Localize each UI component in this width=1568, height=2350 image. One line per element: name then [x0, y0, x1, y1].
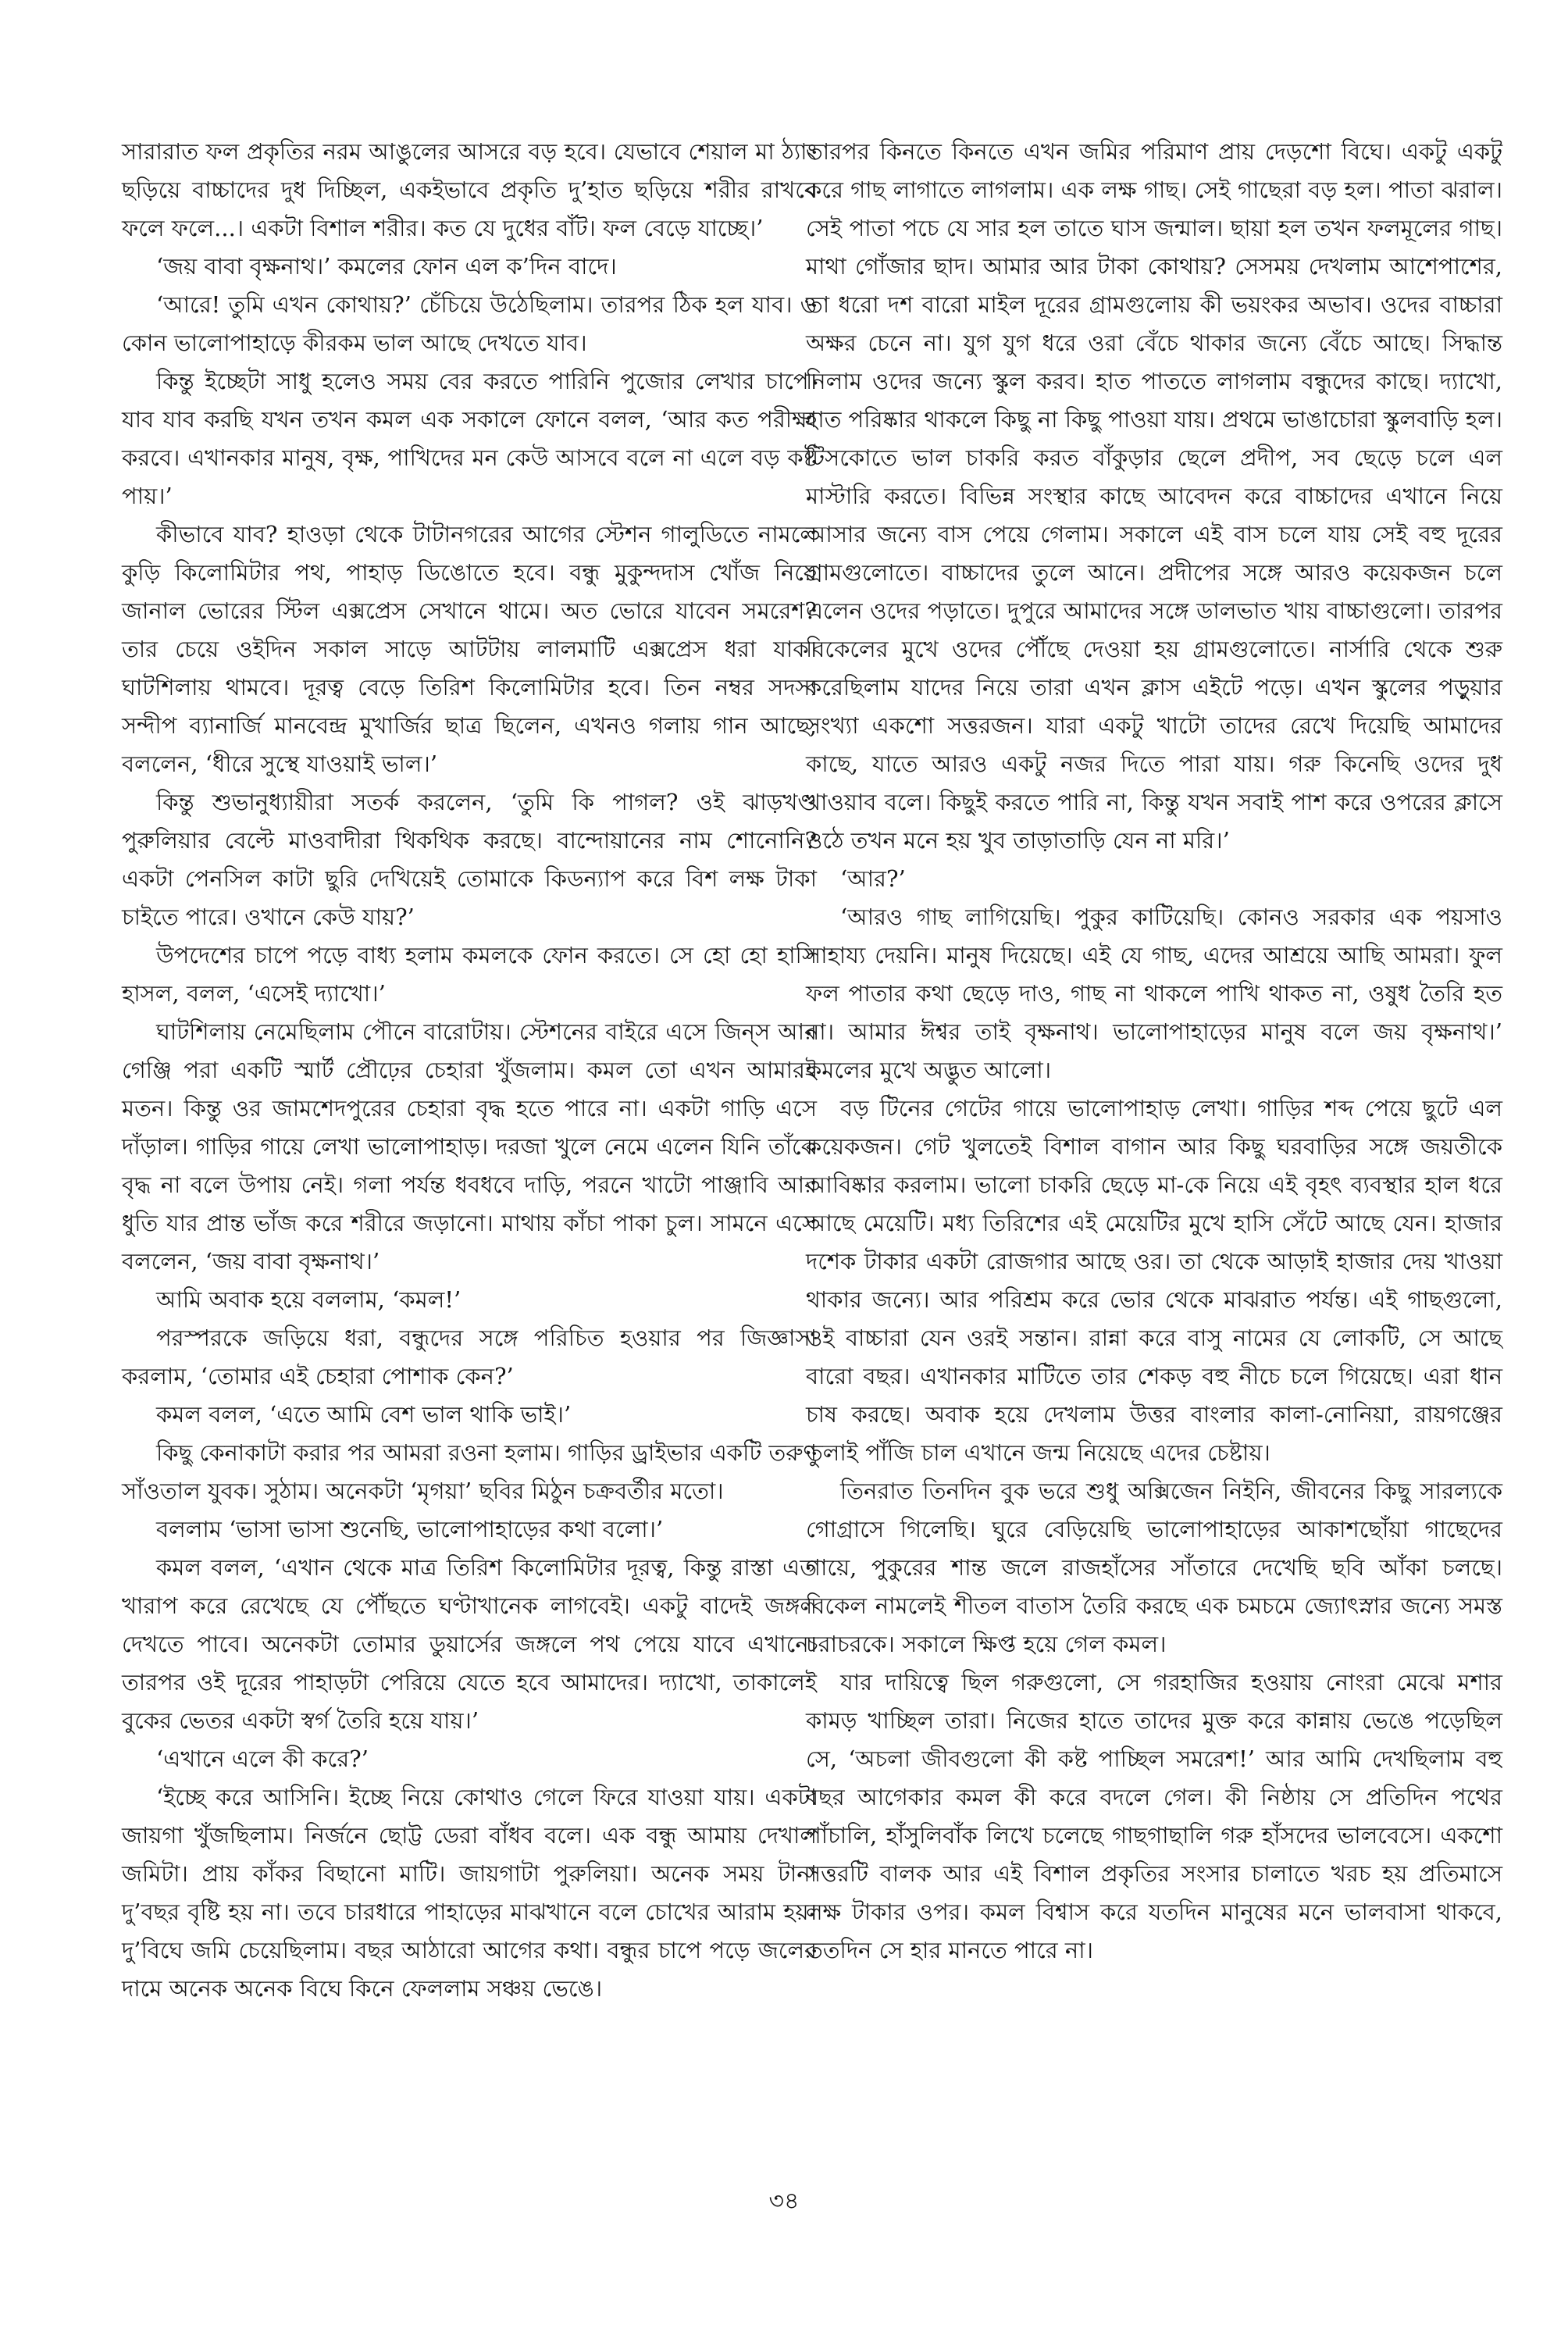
paragraph: যার দায়িত্বে ছিল গরুগুলো, সে গরহাজির হওয়ায় নোংরা মেঝে মশার কামড় খাচ্ছিল তারা। নিজের হাতে তাদের মুক্ত করে কান্নায় ভেঙে পড়েছিল সে, ‘অচলা জীবগুলো কী কষ্ট পাচ্ছিল সমরেশ!’ আর আমি দেখছিলাম বহু বছর আগেকার কমল কী করে বদলে গেল। কী নিষ্ঠায় সে প্রতিদিন পথের পাঁচালি, হাঁসুলিবাঁক লিখে চলেছে গাছগাছালি গরু হাঁসদের ভালবেসে। একশো সত্তরটি বালক আর এই বিশাল প্রকৃতির সংসার চালাতে খরচ হয় প্রতিমাসে লক্ষ টাকার ওপর। কমল বিশ্বাস করে যতদিন মানুষের মনে ভালবাসা থাকবে, ততদিন সে হার মানতে পারে না।: [806, 1669, 1502, 1963]
paragraph: কমল বলল, ‘এতে আমি বেশ ভাল থাকি ভাই।’: [156, 1401, 572, 1428]
paragraph: বললাম ‘ভাসা ভাসা শুনেছি, ভালোপাহাড়ের কথা বলো।’: [156, 1516, 664, 1542]
right-text-column: [806, 133, 1502, 1970]
paragraph: কীভাবে যাব? হাওড়া থেকে টাটানগরের আগের স্টেশন গালুডিতে নামলে কুড়ি কিলোমিটার পথ, পাহাড় ডিঙোতে হবে। বন্ধু মুকুন্দদাস খোঁজ নিয়ে জানাল ভোরের স্টিল এক্সপ্রেস সেখানে থামে। অত ভোরে যাবেন সমরেশ? তার চেয়ে ওইদিন সকাল সাড়ে আটটায় লালমাটি এক্সপ্রেস ধরা যাক। ঘাটশিলায় থামবে। দূরত্ব বেড়ে তিরিশ কিলোমিটার হবে। তিন নম্বর সদস্য সন্দীপ ব্যানার্জি মানবেন্দ্র মুখার্জির ছাত্র ছিলেন, এখনও গলায় গান আছে, বললেন, ‘ধীরে সুস্থে যাওয়াই ভাল।’: [122, 521, 817, 777]
paragraph: ঘাটশিলায় নেমেছিলাম পৌনে বারোটায়। স্টেশনের বাইরে এসে জিন্‌স আর গেঞ্জি পরা একটি স্মার্ট প্রৌঢ়ের চেহারা খুঁজলাম। কমল তো এখন আমারই মতন। কিন্তু ওর জামশেদপুরের চেহারা বৃদ্ধ হতে পারে না। একটা গাড়ি এসে দাঁড়াল। গাড়ির গায়ে লেখা ভালোপাহাড়। দরজা খুলে নেমে এলেন যিনি তাঁকে বৃদ্ধ না বলে উপায় নেই। গলা পর্যন্ত ধবধবে দাড়ি, পরনে খাটো পাঞ্জাবি আর ধুতি যার প্রান্ত ভাঁজ করে শরীরে জড়ানো। মাথায় কাঁচা পাকা চুল। সামনে এসে বললেন, ‘জয় বাবা বৃক্ষনাথ।’: [122, 1018, 817, 1275]
paragraph: ‘আরও গাছ লাগিয়েছি। পুকুর কাটিয়েছি। কোনও সরকার এক পয়সাও সাহায্য দেয়নি। মানুষ দিয়েছে। এই যে গাছ, এদের আশ্রয়ে আছি আমরা। ফুল ফল পাতার কথা ছেড়ে দাও, গাছ না থাকলে পাখি থাকত না, ওষুধ তৈরি হত না। আমার ঈশ্বর তাই বৃক্ষনাথ। ভালোপাহাড়ের মানুষ বলে জয় বৃক্ষনাথ।’ কমলের মুখে অদ্ভুত আলো।: [806, 904, 1502, 1083]
page-number: ৩৪: [768, 2188, 800, 2215]
paragraph: কিছু কেনাকাটা করার পর আমরা রওনা হলাম। গাড়ির ড্রাইভার একটি তরুণ সাঁওতাল যুবক। সুঠাম। অনেকটা ‘মৃগয়া’ ছবির মিঠুন চক্রবর্তীর মতো।: [122, 1439, 817, 1504]
paragraph: বড় টিনের গেটের গায়ে ভালোপাহাড় লেখা। গাড়ির শব্দ পেয়ে ছুটে এল কয়েকজন। গেট খুলতেই বিশাল বাগান আর কিছু ঘরবাড়ির সঙ্গে জয়তীকে আবিষ্কার করলাম। ভালো চাকরি ছেড়ে মা-কে নিয়ে এই বৃহৎ ব্যবস্থার হাল ধরে আছে মেয়েটি। মধ্য তিরিশের এই মেয়েটির মুখে হাসি সেঁটে আছে যেন। হাজার দশেক টাকার একটা রোজগার আছে ওর। তা থেকে আড়াই হাজার দেয় খাওয়া থাকার জন্যে। আর পরিশ্রম করে ভোর থেকে মাঝরাত পর্যন্ত। এই গাছগুলো, ওই বাচ্চারা যেন ওরই সন্তান। রান্না করে বাসু নামের যে লোকটি, সে আছে বারো বছর। এখানকার মাটিতে তার শেকড় বহু নীচে চলে গিয়েছে। এরা ধান চাষ করছে। অবাক হয়ে দেখলাম উত্তর বাংলার কালা-নোনিয়া, রায়গঞ্জের তুলাই পাঁজি চাল এখানে জন্ম নিয়েছে এদের চেষ্টায়।: [806, 1095, 1502, 1466]
paragraph: তারপর কিনতে কিনতে এখন জমির পরিমাণ প্রায় দেড়শো বিঘে। একটু একটু করে গাছ লাগাতে লাগলাম। এক লক্ষ গাছ। সেই গাছেরা বড় হল। পাতা ঝরাল। সেই পাতা পচে যে সার হল তাতে ঘাস জন্মাল। ছায়া হল তখন ফলমূলের গাছ। মাথা গোঁজার ছাদ। আমার আর টাকা কোথায়? সেসময় দেখলাম আশেপাশের, তা ধরো দশ বারো মাইল দূরের গ্রামগুলোয় কী ভয়ংকর অভাব। ওদের বাচ্চারা অক্ষর চেনে না। যুগ যুগ ধরে ওরা বেঁচে থাকার জন্যে বেঁচে আছে। সিদ্ধান্ত নিলাম ওদের জন্যে স্কুল করব। হাত পাততে লাগলাম বন্ধুদের কাছে। দ্যাখো, হাত পরিষ্কার থাকলে কিছু না কিছু পাওয়া যায়। প্রথমে ভাঙাচোরা স্কুলবাড়ি হল। টিসকোতে ভাল চাকরি করত বাঁকুড়ার ছেলে প্রদীপ, সব ছেড়ে চলে এল মাস্টারি করতে। বিভিন্ন সংস্থার কাছে আবেদন করে বাচ্চাদের এখানে নিয়ে আসার জন্যে বাস পেয়ে গেলাম। সকালে এই বাস চলে যায় সেই বহু দূরের গ্রামগুলোতে। বাচ্চাদের তুলে আনে। প্রদীপের সঙ্গে আরও কয়েকজন চলে এলেন ওদের পড়াতে। দুপুরে আমাদের সঙ্গে ডালভাত খায় বাচ্চাগুলো। তারপর বিকেলের মুখে ওদের পৌঁছে দেওয়া হয় গ্রামগুলোতে। নার্সারি থেকে শুরু করেছিলাম যাদের নিয়ে তারা এখন ক্লাস এইটে পড়ে। এখন স্কুলের পড়ুয়ার সংখ্যা একশো সত্তরজন। যারা একটু খাটো তাদের রেখে দিয়েছি আমাদের কাছে, যাতে আরও একটু নজর দিতে পারা যায়। গরু কিনেছি ওদের দুধ খাওয়াব বলে। কিছুই করতে পারি না, কিন্তু যখন সবাই পাশ করে ওপরের ক্লাসে ওঠে তখন মনে হয় খুব তাড়াতাড়ি যেন না মরি।’: [806, 138, 1502, 854]
paragraph: ‘জয় বাবা বৃক্ষনাথ।’ কমলের ফোন এল ক’দিন বাদে।: [156, 253, 617, 280]
paragraph: কিন্তু শুভানুধ্যায়ীরা সতর্ক করলেন, ‘তুমি কি পাগল? ওই ঝাড়খণ্ড পুরুলিয়ার বেল্টে মাওবাদীরা থিকথিক করছে। বান্দোয়ানের নাম শোনোনি? একটা পেনসিল কাটা ছুরি দেখিয়েই তোমাকে কিডন্যাপ করে বিশ লক্ষ টাকা চাইতে পারে। ওখানে কেউ যায়?’: [122, 789, 817, 930]
paragraph: ‘এখানে এলে কী করে?’: [156, 1746, 369, 1772]
paragraph: আমি অবাক হয়ে বললাম, ‘কমল!’: [156, 1286, 461, 1313]
paragraph: কিন্তু ইচ্ছেটা সাধু হলেও সময় বের করতে পারিনি পুজোর লেখার চাপে। যাব যাব করছি যখন তখন কমল এক সকালে ফোনে বলল, ‘আর কত পরীক্ষা করবে। এখানকার মানুষ, বৃক্ষ, পাখিদের মন কেউ আসবে বলে না এলে বড় কষ্ট পায়।’: [122, 368, 817, 509]
paragraph: তিনরাত তিনদিন বুক ভরে শুধু অক্সিজেন নিইনি, জীবনের কিছু সারল্যকে গোগ্রাসে গিলেছি। ঘুরে বেড়িয়েছি ভালোপাহাড়ের আকাশছোঁয়া গাছেদের গায়ে, পুকুরের শান্ত জলে রাজহাঁসের সাঁতারে দেখেছি ছবি আঁকা চলছে। বিকেল নামলেই শীতল বাতাস তৈরি করছে এক চমচমে জ্যোৎস্নার জন্যে সমস্ত চরাচরকে। সকালে ক্ষিপ্ত হয়ে গেল কমল।: [806, 1478, 1502, 1657]
paragraph: পরস্পরকে জড়িয়ে ধরা, বন্ধুদের সঙ্গে পরিচিত হওয়ার পর জিজ্ঞাসা করলাম, ‘তোমার এই চেহারা পোশাক কেন?’: [122, 1325, 817, 1389]
left-text-column: [122, 133, 817, 2008]
paragraph: ‘আরে! তুমি এখন কোথায়?’ চেঁচিয়ে উঠেছিলাম। তারপর ঠিক হল যাব। ও কোন ভালোপাহাড়ে কীরকম ভাল আছে দেখতে যাব।: [122, 291, 817, 356]
paragraph: কমল বলল, ‘এখান থেকে মাত্র তিরিশ কিলোমিটার দূরত্ব, কিন্তু রাস্তা এত খারাপ করে রেখেছে যে পৌঁছতে ঘণ্টাখানেক লাগবেই। একটু বাদেই জঙ্গল দেখতে পাবে। অনেকটা তোমার ডুয়ার্সের জঙ্গলে পথ পেয়ে যাবে এখানে। তারপর ওই দূরের পাহাড়টা পেরিয়ে যেতে হবে আমাদের। দ্যাখো, তাকালেই বুকের ভেতর একটা স্বর্গ তৈরি হয়ে যায়।’: [122, 1554, 817, 1734]
paragraph: সারারাত ফল প্রকৃতির নরম আঙুলের আসরে বড় হবে। যেভাবে শেয়াল মা ঠ্যাং ছড়িয়ে বাচ্চাদের দুধ দিচ্ছিল, একইভাবে প্রকৃতি দু’হাত ছড়িয়ে শরীর রাখবে ফলে ফলে...। একটা বিশাল শরীর। কত যে দুধের বাঁট। ফল বেড়ে যাচ্ছে।’: [122, 138, 817, 241]
paragraph: উপদেশের চাপে পড়ে বাধ্য হলাম কমলকে ফোন করতে। সে হো হো হাসি হাসল, বলল, ‘এসেই দ্যাখো।’: [122, 942, 817, 1007]
paragraph: ‘আর?’: [840, 865, 906, 892]
paragraph: ‘ইচ্ছে করে আসিনি। ইচ্ছে নিয়ে কোথাও গেলে ফিরে যাওয়া যায়। একটা জায়গা খুঁজছিলাম। নির্জনে ছোট্ট ডেরা বাঁধব বলে। এক বন্ধু আমায় দেখাল জমিটা। প্রায় কাঁকর বিছানো মাটি। জায়গাটা পুরুলিয়া। অনেক সময় টানা দু’বছর বৃষ্টি হয় না। তবে চারধারে পাহাড়ের মাঝখানে বলে চোখের আরাম হয়। দু’বিঘে জমি চেয়েছিলাম। বছর আঠারো আগের কথা। বন্ধুর চাপে পড়ে জলের দামে অনেক অনেক বিঘে কিনে ফেললাম সঞ্চয় ভেঙে।: [122, 1784, 817, 2002]
